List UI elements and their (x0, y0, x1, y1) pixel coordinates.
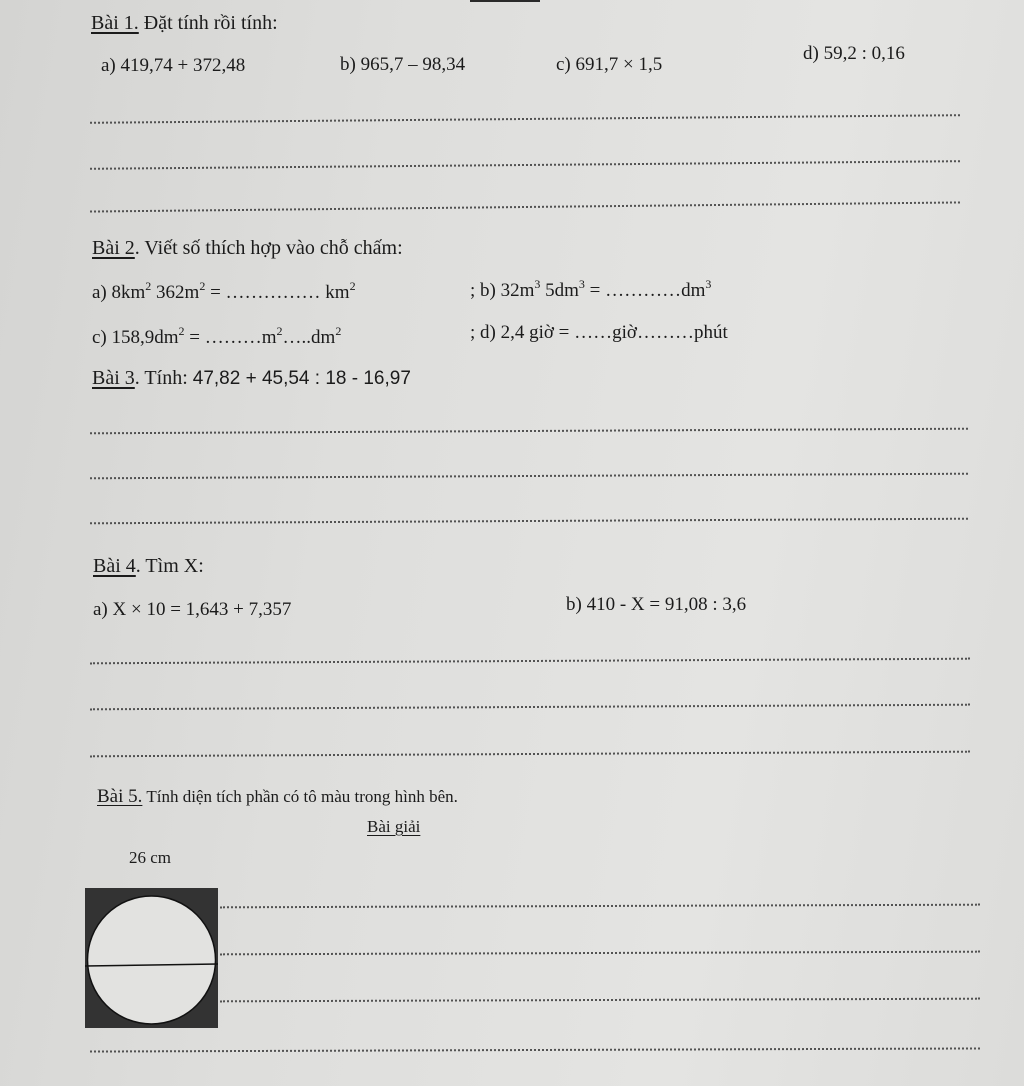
exercise-1c: c) 691,7 × 1,5 (556, 54, 663, 75)
answer-line (90, 428, 968, 435)
exercise-4b: b) 410 - X = 91,08 : 3,6 (566, 594, 747, 615)
answer-line (90, 704, 970, 711)
exercise-2d: ; d) 2,4 giờ = ……giờ………phút (470, 322, 728, 343)
exercise-2a: a) $8km^2$ $362m^2$ = …………… $km^2$ (92, 279, 356, 303)
answer-line (220, 951, 980, 956)
exercise-4a: a) X × 10 = 1,643 + 7,357 (93, 599, 292, 620)
exercise-2b-part3: = …………dm (584, 280, 706, 301)
exercise-1b: b) 965,7 – 98,34 (340, 54, 466, 75)
exercise-3-instruction: . Tính: (134, 367, 193, 389)
solution-heading: Bài giải (367, 817, 421, 836)
top-edge-line (470, 0, 540, 2)
exercise-3-expression: 47,82 + 45,54 : 18 - 16,97 (192, 368, 411, 389)
exercise-5-title (97, 787, 458, 806)
answer-line (90, 473, 968, 480)
white-circle (88, 896, 216, 1024)
exercise-5-instruction: Tính diện tích phần có tô màu trong hình bên. (142, 787, 458, 806)
exercise-2c-part1: c) 158,9dm (92, 327, 179, 348)
answer-line (90, 201, 960, 212)
exercise-2a-part3: = …………… km (205, 282, 350, 303)
exercise-2a-part1: a) 8km (92, 282, 146, 303)
exercise-1-title (91, 13, 278, 33)
answer-line (90, 160, 960, 170)
answer-line (90, 658, 970, 665)
answer-line (90, 518, 968, 525)
exercise-4-instruction: . Tìm X: (135, 555, 204, 577)
exercise-4-number: Bài 4 (93, 555, 136, 577)
exercise-1d: d) 59,2 : 0,16 (803, 43, 905, 64)
exercise-2b-part2: 5dm (540, 280, 579, 301)
exercise-2b-part1: ; b) 32m (470, 280, 535, 301)
exercise-2c-part3: …..dm (282, 327, 336, 348)
exercise-1-instruction: Đặt tính rồi tính: (138, 12, 278, 34)
exercise-2b: ; b) $32m^3$ $5dm^3$ = $\dots\dots\dots\dots dm^3$ (470, 277, 712, 301)
answer-line (220, 998, 980, 1003)
exercise-2c: c) $158,9dm^2$ = $\dots\dots\dots m^2\dots..dm^2$ (92, 324, 342, 348)
exercise-2-number: Bài 2 (92, 237, 135, 259)
exercise-3-number: Bài 3 (92, 367, 135, 389)
answer-line (90, 751, 970, 758)
shaded-figure (85, 888, 218, 1028)
answer-line (90, 1047, 980, 1052)
exercise-2-title (92, 238, 403, 258)
exercise-1a: a) 419,74 + 372,48 (101, 55, 246, 76)
exercise-3-title (92, 368, 411, 388)
exercise-1-number: Bài 1. (91, 12, 139, 34)
answer-line (90, 114, 960, 124)
exercise-2a-part2: 362m (151, 282, 200, 303)
answer-line (220, 904, 980, 909)
exercise-4-title (93, 556, 204, 576)
dimension-label: 26 cm (129, 848, 172, 867)
exercise-2-instruction: . Viết số thích hợp vào chỗ chấm: (134, 237, 403, 259)
exercise-2c-part2: = ………m (184, 327, 277, 348)
exercise-5-number: Bài 5. (97, 786, 143, 807)
